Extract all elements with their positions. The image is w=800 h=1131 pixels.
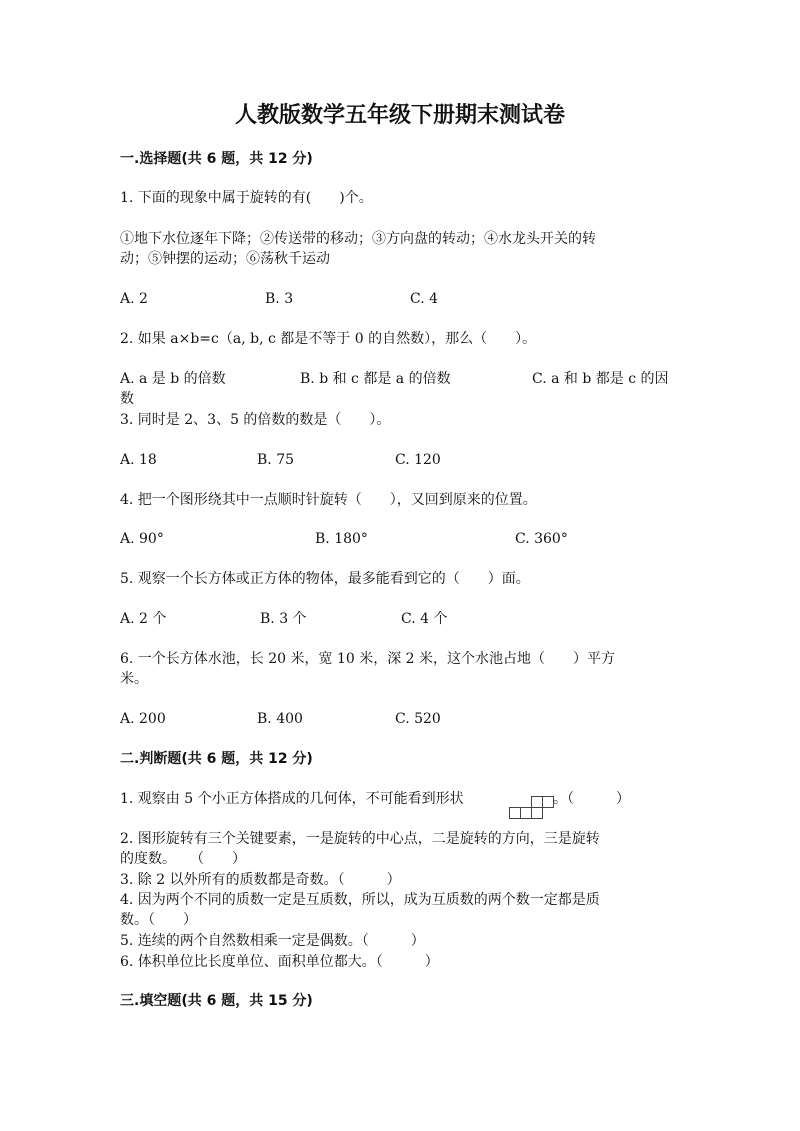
section-heading: 一.选择题(共 6 题，共 12 分) [120,151,313,167]
option-c: C. 120 [395,452,441,468]
option-c-continued: 数 [120,391,134,407]
question-stem: 1. 下面的现象中属于旋转的有( )个。 [120,190,373,206]
option-b: B. 400 [257,711,303,727]
section-heading: 三.填空题(共 6 题，共 15 分) [120,993,313,1009]
section-heading: 二.判断题(共 6 题，共 12 分) [120,751,313,767]
option-b: B. b 和 c 都是 a 的倍数 [300,371,451,387]
cube-view-figure [509,787,553,820]
question-stem-continued: 米。 [120,671,148,687]
option-c: C. a 和 b 都是 c 的因 [532,371,669,387]
tf-item-continued: 数。（ ） [120,912,197,928]
tf-item-tail: 。（ ） [553,791,630,807]
option-b: B. 3 个 [260,611,307,627]
option-a: A. 200 [120,711,166,727]
tf-item: 1. 观察由 5 个小正方体搭成的几何体，不可能看到形状 [120,791,464,807]
option-c: C. 4 [410,291,439,307]
option-b: B. 75 [257,452,295,468]
option-c: C. 520 [395,711,441,727]
question-stem: 3. 同时是 2、3、5 的倍数的数是（ ）。 [120,412,391,428]
question-stem: 2. 如果 a×b=c（a, b, c 都是不等于 0 的自然数），那么（ ）。 [120,331,537,347]
page-title: 人教版数学五年级下册期末测试卷 [234,102,565,128]
option-a: A. 18 [120,452,157,468]
tf-item-continued: 的度数。 （ ） [120,851,246,867]
tf-item: 2. 图形旋转有三个关键要素，一是旋转的中心点，二是旋转的方向，三是旋转 [120,831,600,847]
tf-item: 5. 连续的两个自然数相乘一定是偶数。（ ） [120,933,425,949]
option-b: B. 3 [265,291,294,307]
option-a: A. a 是 b 的倍数 [120,371,226,387]
tf-item: 6. 体积单位比长度单位、面积单位都大。（ ） [120,954,439,970]
option-b: B. 180° [315,531,368,547]
question-stem: 5. 观察一个长方体或正方体的物体，最多能看到它的（ ）面。 [120,571,530,587]
question-stem: 6. 一个长方体水池，长 20 米，宽 10 米，深 2 米，这个水池占地（ ）平方 [120,651,616,667]
option-a: A. 90° [120,531,164,547]
option-c: C. 360° [515,531,568,547]
option-c: C. 4 个 [401,611,448,627]
tf-item: 4. 因为两个不同的质数一定是互质数，所以，成为互质数的两个数一定都是质 [120,892,600,908]
option-a: A. 2 [120,291,148,307]
tf-item: 3. 除 2 以外所有的质数都是奇数。（ ） [120,872,401,888]
option-a: A. 2 个 [120,611,167,627]
question-stem: 4. 把一个图形绕其中一点顺时针旋转（ ），又回到原来的位置。 [120,492,537,508]
question-text: ①地下水位逐年下降；②传送带的移动；③方向盘的转动；④水龙头开关的转 [120,231,596,247]
question-text: 动；⑤钟摆的运动；⑥荡秋千运动 [120,251,330,267]
